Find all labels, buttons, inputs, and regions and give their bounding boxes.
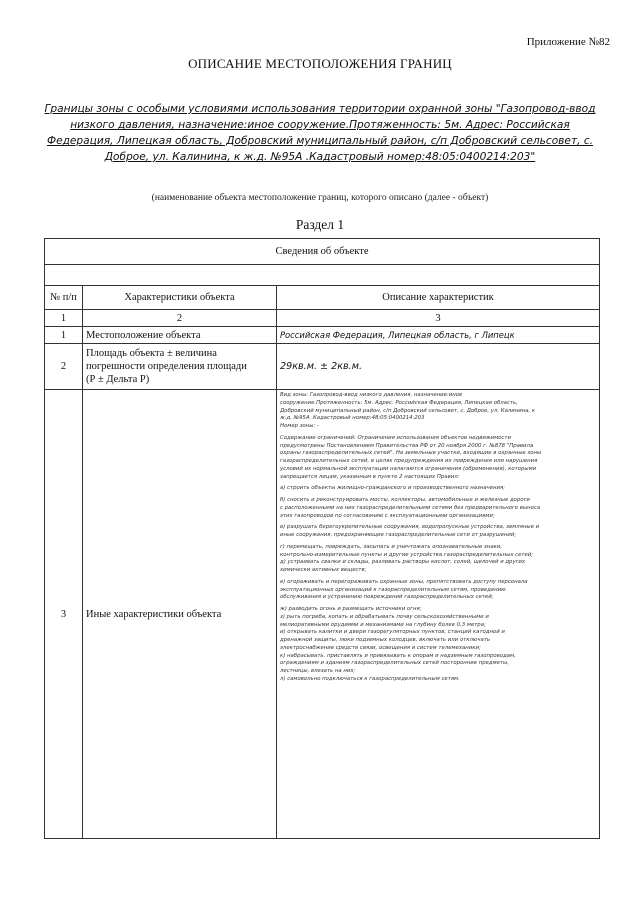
text-line: дренажной защиты, люки подземных колодцев, включать или отключать bbox=[280, 637, 491, 643]
section-title: Раздел 1 bbox=[295, 217, 345, 232]
row-characteristic: Иные характеристики объекта bbox=[83, 390, 277, 839]
table-row bbox=[45, 390, 600, 839]
text-line: л) самовольно подключаться к газораспределительным сетям. bbox=[280, 675, 460, 682]
text-line: з) рыть погреба, копать и обрабатывать почву сельскохозяйственными и bbox=[280, 613, 489, 620]
text-line: Добровский муниципальный район, с/п Добровский сельсовет, с. Доброе, ул. Калинина, к bbox=[280, 407, 536, 414]
text-line: эксплуатационных организаций к газораспределительным сетям, проведению bbox=[280, 586, 506, 593]
column-number: 3 bbox=[277, 310, 600, 327]
row-characteristic: Местоположение объекта bbox=[83, 327, 277, 344]
text-line: к) набрасывать, приставлять и привязывать к опорам и надземным газопроводам, bbox=[280, 652, 516, 659]
text-line: д) устраивать свалки и склады, разливать растворы кислот, солей, щелочей и других bbox=[280, 559, 526, 566]
table-empty-row bbox=[45, 265, 600, 286]
text-line: контрольно-измерительные пункты и другие устройства газораспределительных сетей; bbox=[280, 551, 534, 558]
table-title-row bbox=[45, 239, 600, 265]
text-line: химически активных веществ; bbox=[280, 567, 367, 573]
object-description bbox=[40, 101, 600, 165]
object-caption: (наименование объекта местоположение границ, которого описано (далее - объект) bbox=[151, 193, 489, 203]
text-line: запрещается лицам, указанным в пункте 2 настоящих Правил: bbox=[280, 473, 460, 480]
text-line: с расположенными на них газораспределительными сетями без предварительного выноса bbox=[280, 504, 541, 511]
empty-cell bbox=[45, 265, 600, 286]
table-row bbox=[45, 327, 600, 344]
text-line: е) огораживать и перегораживать охранные зоны, препятствовать доступу персонала bbox=[280, 578, 528, 585]
characteristic-line: (Р ± Дельта Р) bbox=[86, 374, 150, 385]
column-header-num: № п/п bbox=[45, 286, 83, 310]
text-line: условий их нормальной эксплуатации налагаются ограничения (обременения), которыми bbox=[280, 465, 537, 472]
row-characteristic bbox=[83, 344, 277, 390]
column-header-characteristic: Характеристики объекта bbox=[83, 286, 277, 310]
column-number: 1 bbox=[45, 310, 83, 327]
table-row bbox=[45, 344, 600, 390]
other-characteristics-text bbox=[280, 392, 596, 684]
text-line: предусмотрены Постановлением Правительства РФ от 20 ноября 2000 г. №878 "Правила bbox=[280, 442, 534, 449]
text-line: обслуживания и устранению повреждений газораспределительных сетей; bbox=[280, 594, 494, 601]
text-line: ж.д. №95А .Кадастровый номер:48:05:0400214:203 bbox=[280, 415, 425, 422]
row-number: 1 bbox=[45, 327, 83, 344]
row-number: 3 bbox=[45, 390, 83, 839]
document-title: ОПИСАНИЕ МЕСТОПОЛОЖЕНИЯ ГРАНИЦ bbox=[188, 56, 452, 71]
text-line: г) перемещать, повреждать, засыпать и уничтожать опознавательные знаки, bbox=[280, 543, 503, 550]
row-number: 2 bbox=[45, 344, 83, 390]
text-line: электроснабжение средств связи, освещения и систем телемеханики; bbox=[280, 644, 481, 651]
text-line: лестницы, влезать на них; bbox=[280, 668, 356, 674]
text-line: б) сносить и реконструировать мосты, коллекторы, автомобильные и железные дороги bbox=[280, 497, 530, 503]
column-header-row bbox=[45, 286, 600, 310]
column-number: 2 bbox=[83, 310, 277, 327]
object-info-table bbox=[44, 238, 600, 839]
table-title: Сведения об объекте bbox=[45, 239, 600, 265]
object-description-line: Федерация, Липецкая область, Добровский муниципальный район, с/п Добровский сельсовет, с. bbox=[46, 135, 594, 147]
characteristic-line: Площадь объекта ± величина bbox=[86, 348, 217, 359]
column-header-description: Описание характеристик bbox=[277, 286, 600, 310]
characteristic-line: погрешности определения площади bbox=[86, 361, 247, 372]
text-line: ж) разводить огонь и размещать источники огня; bbox=[280, 606, 422, 612]
text-line: Номер зоны: - bbox=[280, 423, 319, 429]
column-number-row bbox=[45, 310, 600, 327]
object-description-line: Границы зоны с особыми условиями использования территории охранной зоны "Газопровод-ввод bbox=[44, 103, 596, 115]
text-line: Содержание ограничений: Ограничения использования объектов недвижимости bbox=[280, 434, 511, 441]
row-value: Российская Федерация, Липецкая область, г Липецк bbox=[277, 327, 600, 344]
text-line: охраны газораспределительных сетей". На земельные участки, входящие в охранные зоны bbox=[280, 450, 542, 457]
text-line: этих газопроводов по согласованию с эксплуатационными организациями; bbox=[280, 512, 495, 519]
text-line: в) разрушать берегоукрепительные сооружения, водопропускные устройства, земляные и bbox=[280, 524, 540, 531]
text-line: сооружение.Протяженность: 5м. Адрес: Российская Федерация, Липецкая область, bbox=[280, 399, 518, 406]
appendix-number: Приложение №82 bbox=[526, 36, 610, 48]
text-line: а) строить объекты жилищно-гражданского и производственного назначения; bbox=[280, 485, 506, 492]
object-description-line: низкого давления, назначение:иное сооружение.Протяженность: 5м. Адрес: Российская bbox=[70, 119, 570, 131]
text-line: Вид зоны: Газопровод-ввод низкого давления, назначение:иное bbox=[280, 392, 463, 398]
row-value: 29кв.м. ± 2кв.м. bbox=[277, 344, 600, 390]
text-line: мелиоративными орудиями и механизмами на глубину более 0,3 метра; bbox=[280, 621, 486, 628]
text-line: ограждениям и зданиям газораспределительных сетей посторонние предметы, bbox=[280, 660, 509, 667]
text-line: и) открывать калитки и двери газорегуляторных пунктов, станций катодной и bbox=[280, 629, 505, 636]
object-description-line: Доброе, ул. Калинина, к ж.д. №95А .Кадастровый номер:48:05:0400214:203" bbox=[104, 151, 536, 163]
text-line: газораспределительных сетей, в целях предупреждения их повреждения или нарушения bbox=[280, 458, 538, 464]
other-characteristics-cell bbox=[277, 390, 600, 839]
text-line: иные сооружения, предохраняющие газораспределительные сети от разрушений; bbox=[280, 532, 517, 538]
